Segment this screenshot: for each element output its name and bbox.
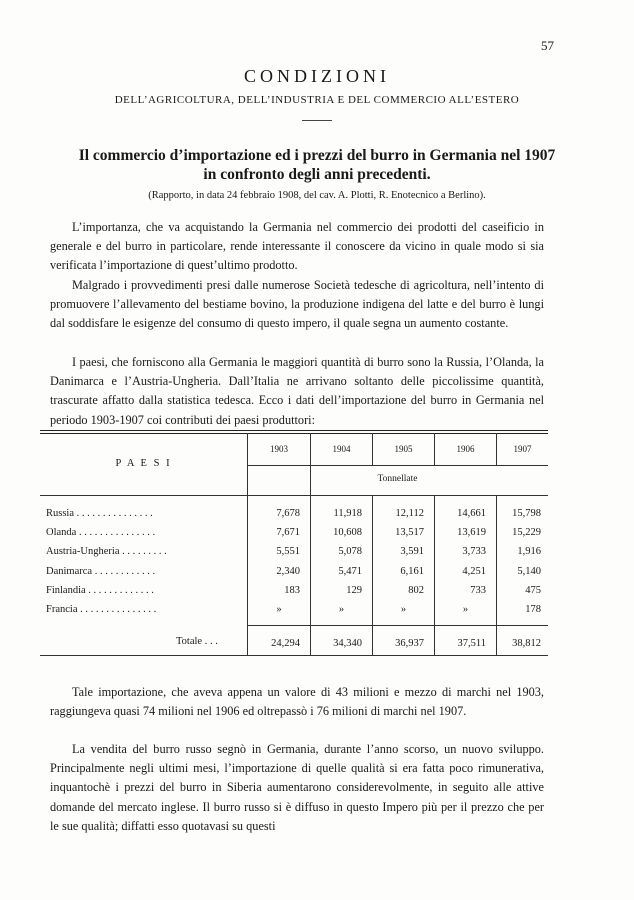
value-cell: 5,471 <box>338 566 362 577</box>
value-cell: » <box>276 604 282 615</box>
value-cell: 183 <box>284 585 300 596</box>
value-cell: 6,161 <box>400 566 424 577</box>
value-cell: 3,733 <box>462 546 486 557</box>
year-header: 1904 <box>332 444 351 454</box>
year-header: 1903 <box>270 444 288 454</box>
article-title-line-1: Il commercio d’importazione ed i prezzi del burro in Germania nel 1907 <box>78 147 556 164</box>
table-top-rule <box>40 430 548 434</box>
total-cell: 36,937 <box>395 638 424 649</box>
article-title-line-2: in confronto degli anni precedenti. <box>203 166 431 183</box>
total-cell: 34,340 <box>333 638 362 649</box>
value-cell: 2,340 <box>276 566 300 577</box>
paragraph-2: Malgrado i provvedimenti presi dalle numerose Società tedesche di agricoltura, nell’intento di promuovere l’allevamento del bestiame bovino, la produzione indigena del latte e del burro è lungi dal soddisfare le esigenze del consumo di questo impero, il quale segna un aumento costante. <box>50 278 544 331</box>
year-header: 1905 <box>394 444 413 454</box>
total-label: Totale . . . <box>176 636 218 647</box>
value-cell: » <box>338 604 345 615</box>
value-cell: » <box>400 604 407 615</box>
country-label: Russia . . . . . . . . . . . . . . . <box>46 508 153 519</box>
section-title: CONDIZIONI <box>244 66 390 86</box>
value-cell: 802 <box>408 585 424 596</box>
country-label: Austria-Ungheria . . . . . . . . . <box>46 546 167 557</box>
value-cell: 5,140 <box>517 566 541 577</box>
value-cell: 5,551 <box>276 546 300 557</box>
page-number: 57 <box>541 38 554 53</box>
total-cell: 38,812 <box>512 638 541 649</box>
value-cell: 1,916 <box>517 546 541 557</box>
value-cell: » <box>462 604 469 615</box>
title-rule <box>302 120 332 121</box>
value-cell: 7,671 <box>276 527 300 538</box>
unit-label: Tonnellate <box>377 474 418 484</box>
year-header: 1907 <box>513 444 532 454</box>
paragraph-5: La vendita del burro russo segnò in Germania, durante l’anno scorso, un nuovo sviluppo. Principalmente negli ultimi mesi, l’importazione di quelle qualità si era fatta poco rimunerativa, inquantochè i prezzi del burro in Siberia aumentarono considerevolmente, in seguito alle attive domande del mercato inglese. Il burro russo si è diffuso in questo Impero più per il prezzo che per le sue qualità; diffatti esso quotavasi su questi <box>50 742 544 833</box>
value-cell: 13,619 <box>457 527 486 538</box>
value-cell: 733 <box>470 585 486 596</box>
table-divider <box>310 433 311 655</box>
value-cell: 178 <box>525 604 541 615</box>
value-cell: 5,078 <box>338 546 362 557</box>
value-cell: 15,229 <box>512 527 541 538</box>
value-cell: 11,918 <box>333 508 362 519</box>
paragraph-3: I paesi, che forniscono alla Germania le maggiori quantità di burro sono la Russia, l’Olanda, la Danimarca e l’Austria-Ungheria. Dall’Italia ne arrivano soltanto delle piccolissime quantità, trascurate affatto dalla statistica tedesca. Ecco i dati dell’importazione del burro in Germania nel periodo 1903-1907 coi contributi dei paesi produttori: <box>50 355 544 427</box>
table-rule <box>40 495 548 496</box>
total-cell: 37,511 <box>457 638 486 649</box>
table-rule <box>247 465 548 466</box>
value-cell: 10,608 <box>333 527 362 538</box>
table-bottom-rule <box>40 655 548 656</box>
value-cell: 475 <box>525 585 541 596</box>
total-cell: 24,294 <box>271 638 300 649</box>
article-title <box>30 146 604 184</box>
country-label: Francia . . . . . . . . . . . . . . . <box>46 604 157 615</box>
value-cell: 14,661 <box>457 508 486 519</box>
table-header-paesi: P A E S I <box>115 458 172 469</box>
country-label: Olanda . . . . . . . . . . . . . . . <box>46 527 156 538</box>
value-cell: 129 <box>346 585 362 596</box>
year-header: 1906 <box>456 444 475 454</box>
country-label: Finlandia . . . . . . . . . . . . . <box>46 585 154 596</box>
value-cell: 3,591 <box>400 546 424 557</box>
paragraph-4: Tale importazione, che aveva appena un valore di 43 milioni e mezzo di marchi nel 1903, raggiungeva quasi 74 milioni nel 1906 ed oltrepassò i 76 milioni di marchi nel 1907. <box>50 685 544 719</box>
country-label: Danimarca . . . . . . . . . . . . <box>46 566 156 577</box>
paragraph-1: L’importanza, che va acquistando la Germania nel commercio dei prodotti del caseificio in generale e del burro in particolare, rende interessante il conoscere da vicino in quale modo si sia verificata l’importazione di quest’ultimo prodotto. <box>50 220 544 273</box>
section-subtitle: DELL’AGRICOLTURA, DELL’INDUSTRIA E DEL COMMERCIO ALL’ESTERO <box>114 94 520 106</box>
value-cell: 4,251 <box>462 566 486 577</box>
report-attribution: (Rapporto, in data 24 febbraio 1908, del cav. A. Plotti, R. Enotecnico a Berlino). <box>148 190 486 201</box>
value-cell: 7,678 <box>276 508 300 519</box>
table-rule <box>247 625 548 626</box>
table-divider <box>247 433 248 655</box>
value-cell: 12,112 <box>395 508 424 519</box>
value-cell: 15,798 <box>512 508 541 519</box>
value-cell: 13,517 <box>395 527 424 538</box>
